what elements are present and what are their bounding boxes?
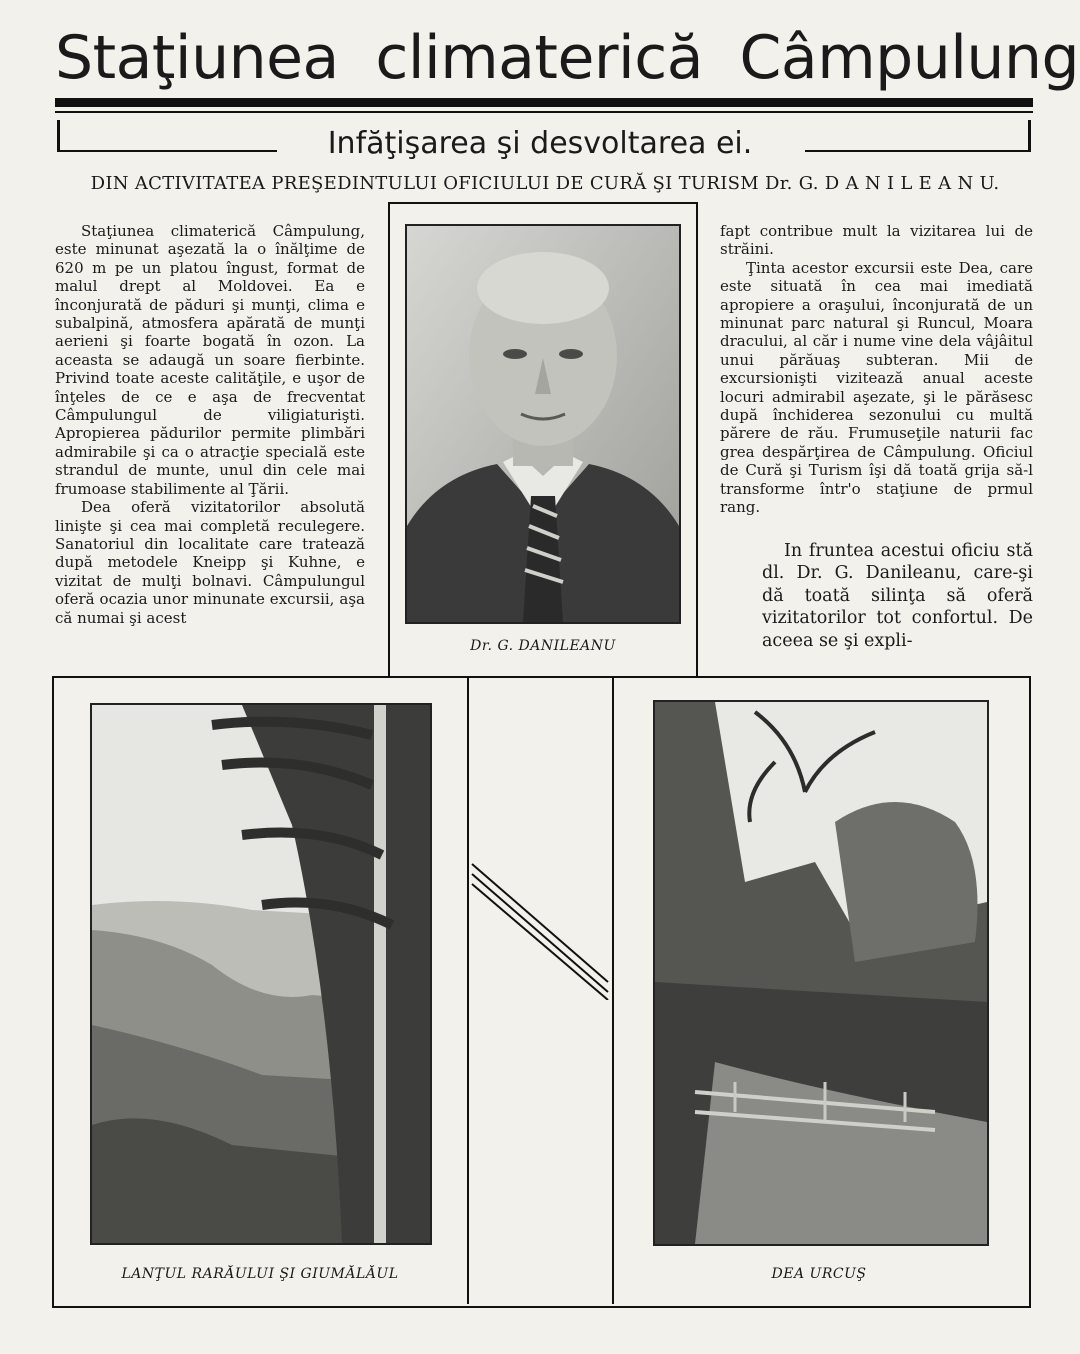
decorative-diagonal-lines [470,860,612,1000]
kicker-line: DIN ACTIVITATEA PREŞEDINTULUI OFICIULUI DE CURĂ ŞI TURISM Dr. G. D A N I L E A N U. [90,173,1000,194]
panel-divider-right [612,678,614,1304]
portrait-image [407,226,679,622]
title-rule-thin [55,111,1033,113]
page-title: Staţiunea climaterică Câmpulung [55,23,1080,93]
article-paragraph: fapt contribue mult la vizitarea lui de străini. [720,222,1033,259]
article-paragraph: In fruntea acestui oficiu stă dl. Dr. G. Danileanu, care-şi dă toată silinţa să oferă vizitatorilor tot confortul. De aceea se şi expli- [762,541,1033,651]
portrait-caption: Dr. G. DANILEANU [470,638,616,654]
panel-divider-left [467,678,469,1304]
portrait-photo [405,224,681,624]
subtitle-line-left [57,150,277,152]
subtitle-line-right [805,150,1031,152]
article-column-right-large [762,540,1033,652]
subtitle: Infăţişarea şi desvoltarea ei. [327,126,753,161]
photo-caption-left: LANŢUL RARĂULUI ŞI GIUMĂLĂUL [121,1266,399,1282]
article-paragraph: Ţinta acestor excursii este Dea, care este situată în cea mai imediată apropiere a oraşului, înconjurată de un minunat parc natural şi Runcul, Moara dracului, al căr i nume vine dela vâjâitul unui părăuaş subteran. Mii de excursionişti vizitează anual aceste locuri admirabil aşezate, şi le părăsesc după închiderea sezonului cu multă părere de rău. Frumuseţile naturii fac grea despărţirea de Câmpulung. Oficiul de Cură şi Turism îşi dă toată grija să-l transforme într'o staţiune de prmul rang. [720,258,1033,517]
photo-dea-urcus [653,700,989,1246]
photo-caption-right: DEA URCUŞ [771,1266,867,1282]
landscape-image [92,705,430,1243]
article-paragraph: Staţiunea climaterică Câmpulung, este minunat aşezată la o înălţime de 620 m pe un platou îngust, format de malul drept al Moldovei. Ea e înconjurată de păduri şi munţi, clima e subalpină, atmosfera apărată de munţi aerieni şi foarte bogată în ozon. La aceasta se adaugă un soare fierbinte. Privind toate aceste calităţile, e uşor de înţeles de ce e aşa de frecventat Câmpulungul de viligiaturişti. Apropierea pădurilor permite plimbări admirabile şi ca o atracţie specială este strandul de munte, unul din cele mai frumoase stabilimente al Ţării. [55,222,365,498]
title-rule-thick [55,98,1033,107]
forest-path-image [655,702,987,1244]
article-column-right [720,222,1033,517]
subtitle-bracket-left [57,120,60,152]
article-paragraph: Dea oferă vizitatorilor absolută linişte şi cea mai completă reculegere. Sanatoriul din localitate care tratează după metodele Kneipp şi Kuhne, e vizitat de mulţi bolnavi. Câmpulungul oferă ocazia unor minunate excursii, aşa că numai şi acest [55,498,365,627]
article-column-left [55,222,365,627]
photo-mountain-range [90,703,432,1245]
subtitle-bracket-right [1028,120,1031,152]
